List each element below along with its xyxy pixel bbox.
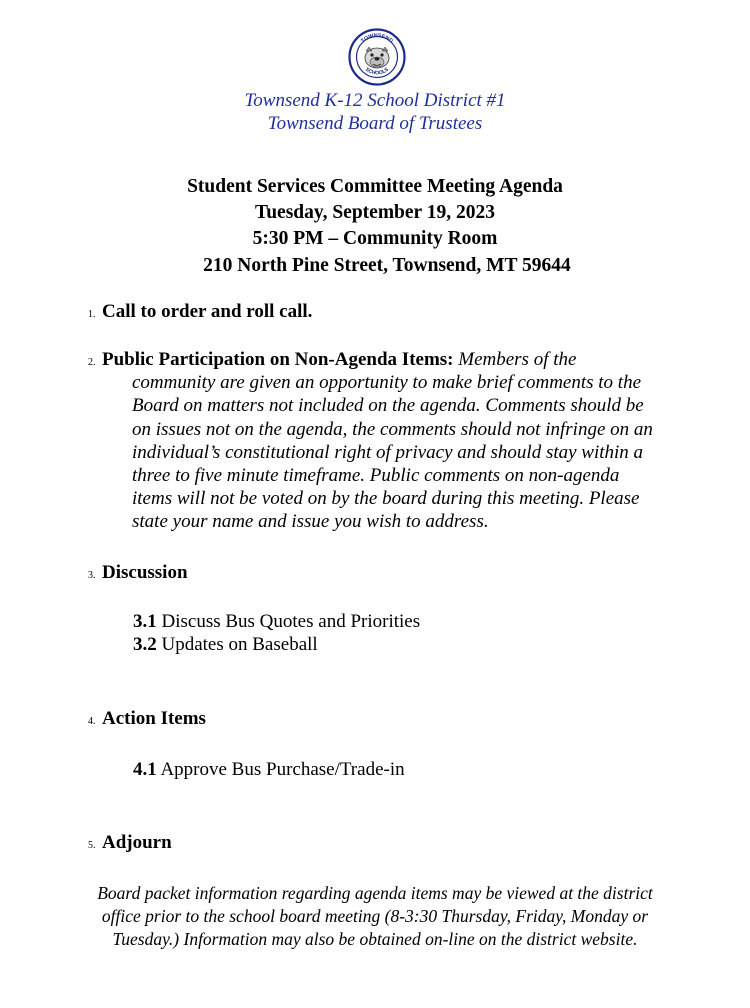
sub-item	[133, 758, 405, 781]
board-name: Townsend Board of Trustees	[267, 113, 483, 134]
item-number: 1.	[88, 309, 96, 320]
footer-note	[30, 882, 720, 951]
sub-item-number: 3.1	[133, 611, 157, 632]
item-number: 3.	[88, 570, 96, 581]
footer-line: Tuesday.) Information may also be obtained on-line on the district website.	[112, 929, 638, 949]
agenda-title: Student Services Committee Meeting Agenda	[187, 176, 563, 197]
item-number: 2.	[88, 357, 96, 368]
item-number: 4.	[88, 716, 96, 727]
meeting-time-location: 5:30 PM – Community Room	[252, 228, 498, 249]
meeting-date: Tuesday, September 19, 2023	[255, 202, 495, 223]
item-text-line: items will not be voted on by the board during this meeting. Please	[132, 488, 640, 510]
district-name: Townsend K-12 School District #1	[244, 90, 506, 111]
footer-line: Board packet information regarding agenda items may be viewed at the district	[97, 883, 653, 903]
meeting-address: 210 North Pine Street, Townsend, MT 59644	[203, 255, 571, 276]
sub-item	[133, 633, 318, 656]
item-adjourn: Adjourn	[102, 832, 172, 853]
bulldog-mascot-icon	[365, 47, 389, 68]
item-discussion: Discussion	[102, 562, 188, 583]
sub-item	[133, 610, 420, 633]
sub-item-text: Discuss Bus Quotes and Priorities	[161, 611, 421, 632]
sub-item-number: 3.2	[133, 634, 157, 655]
school-logo	[348, 28, 406, 86]
sub-item-text: Updates on Baseball	[161, 634, 318, 655]
item-text-line: Members of the	[458, 349, 577, 370]
footer-line: office prior to the school board meeting (8-3:30 Thursday, Friday, Monday or	[101, 906, 649, 926]
sub-item-text: Approve Bus Purchase/Trade-in	[160, 759, 405, 780]
logo-text-bottom: SCHOOLS	[363, 66, 391, 77]
item-call-to-order: Call to order and roll call.	[102, 301, 313, 322]
logo-text-top: TOWNSEND	[360, 32, 394, 45]
item-number: 5.	[88, 840, 96, 851]
item-text-line: individual’s constitutional right of privacy and should stay within a	[132, 441, 644, 463]
item-text-line: community are given an opportunity to make brief comments to the	[132, 372, 642, 394]
item-public-participation	[102, 348, 722, 534]
item-text-line: state your name and issue you wish to address.	[132, 511, 489, 533]
item-text-line: three to five minute timeframe. Public comments on non-agenda	[132, 465, 620, 487]
item-action-items: Action Items	[102, 708, 206, 729]
item-text-line: Board on matters not included on the agenda. Comments should be	[132, 395, 644, 417]
sub-item-number: 4.1	[133, 759, 157, 780]
item-text-line: on issues not on the agenda, the comments should not infringe on an	[132, 418, 653, 440]
item-heading: Public Participation on Non-Agenda Items:	[102, 349, 454, 370]
